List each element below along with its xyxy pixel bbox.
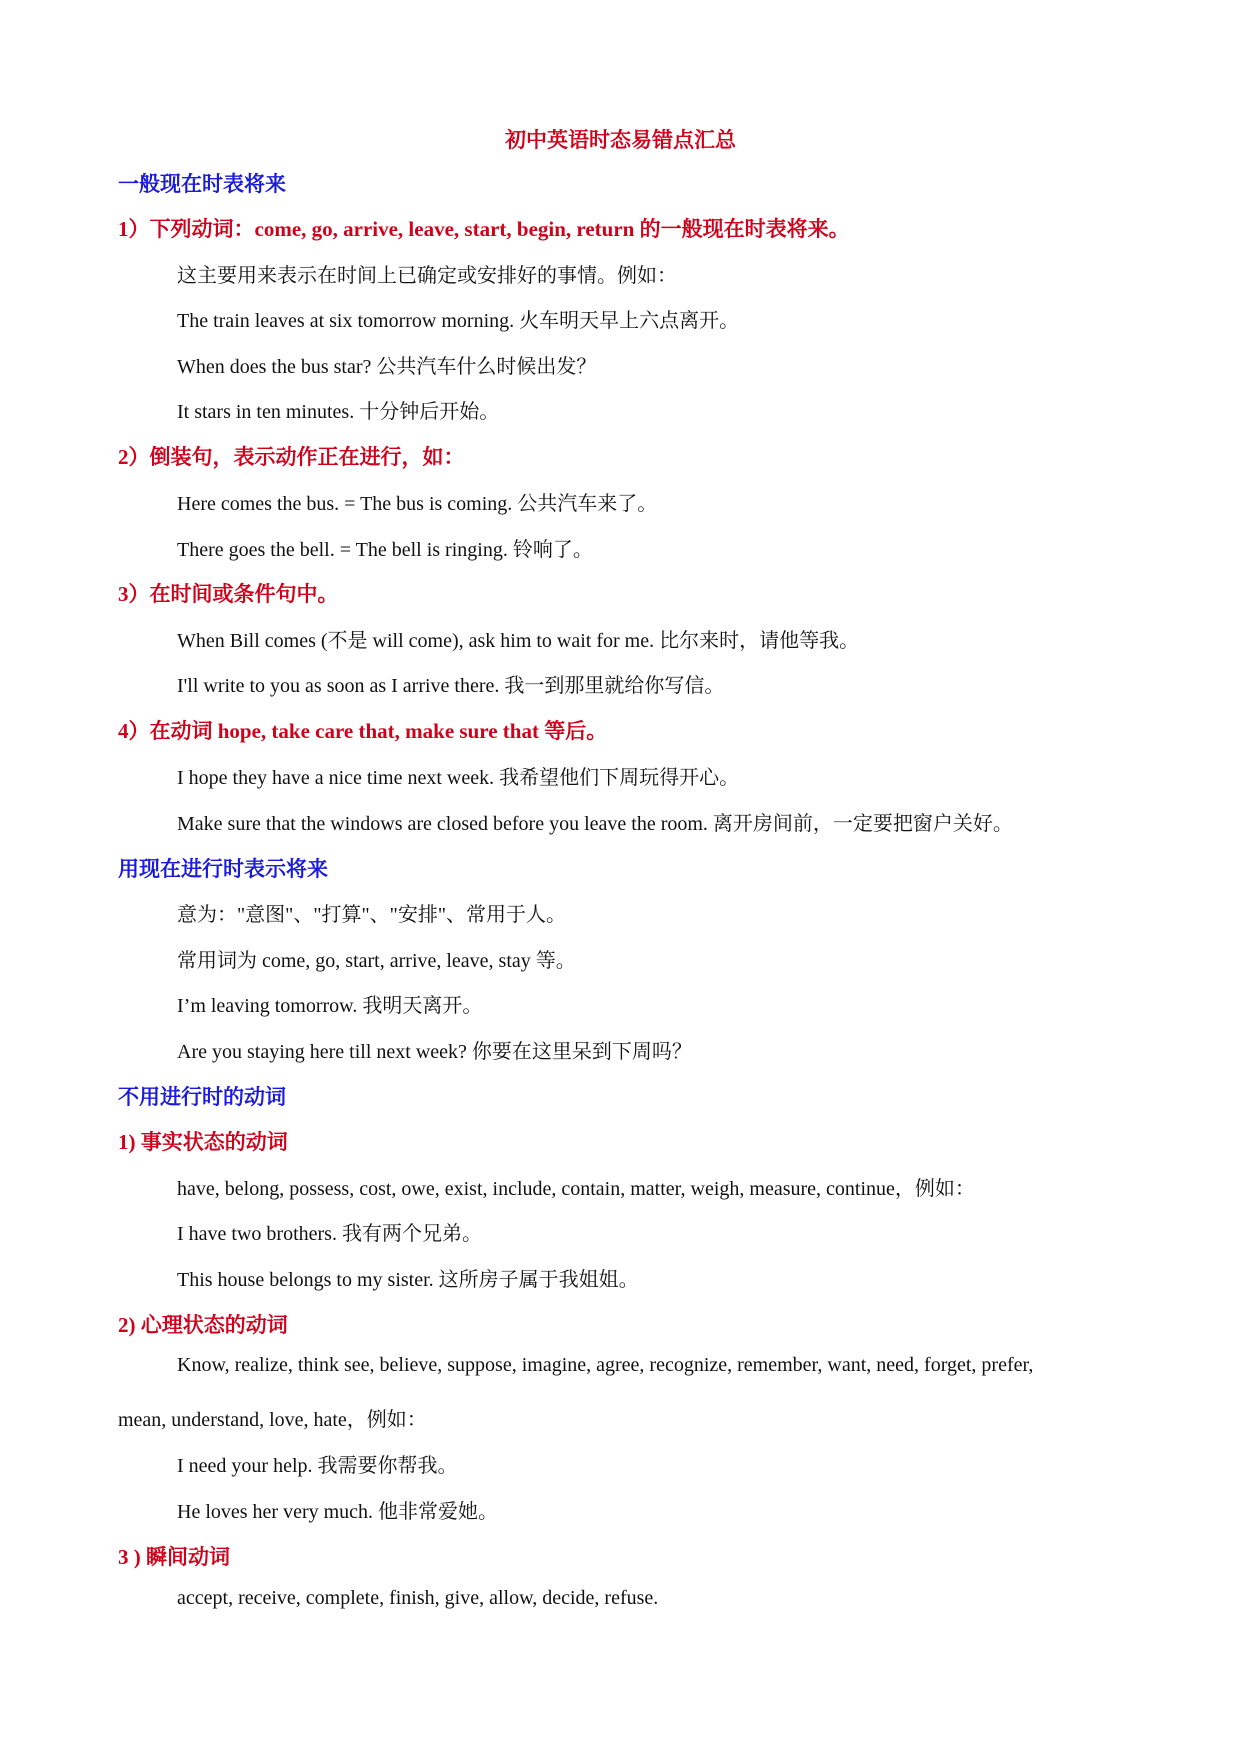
text-line: Are you staying here till next week? 你要在这里呆到下周吗？ <box>177 1041 692 1063</box>
section-heading: 不用进行时的动词 <box>118 1085 286 1109</box>
subsection-heading: 3）在时间或条件句中。 <box>118 582 339 606</box>
text-line: Know, realize, think see, believe, suppose, imagine, agree, recognize, remember, want, need, forget, prefer, <box>177 1354 1034 1376</box>
subsection-heading: 2) 心理状态的动词 <box>118 1313 288 1337</box>
text-line: I’m leaving tomorrow. 我明天离开。 <box>177 995 483 1017</box>
text-line: have, belong, possess, cost, owe, exist, include, contain, matter, weigh, measure, continue，例如： <box>177 1178 975 1200</box>
text-line: I need your help. 我需要你帮我。 <box>177 1455 458 1477</box>
text-line: accept, receive, complete, finish, give, allow, decide, refuse. <box>177 1587 659 1609</box>
subsection-heading: 1）下列动词：come, go, arrive, leave, start, begin, return 的一般现在时表将来。 <box>118 217 850 241</box>
subsection-heading: 3 ) 瞬间动词 <box>118 1545 230 1569</box>
subsection-heading: 4）在动词 hope, take care that, make sure that 等后。 <box>118 719 608 743</box>
text-line: The train leaves at six tomorrow morning. 火车明天早上六点离开。 <box>177 310 740 332</box>
text-line: I hope they have a nice time next week. 我希望他们下周玩得开心。 <box>177 767 740 789</box>
document-title: 初中英语时态易错点汇总 <box>505 128 736 152</box>
text-line: It stars in ten minutes. 十分钟后开始。 <box>177 401 500 423</box>
text-line: This house belongs to my sister. 这所房子属于我姐姐。 <box>177 1269 639 1291</box>
section-heading: 一般现在时表将来 <box>118 172 286 196</box>
text-line: Here comes the bus. = The bus is coming. 公共汽车来了。 <box>177 493 658 515</box>
subsection-heading: 2）倒装句，表示动作正在进行，如： <box>118 445 465 469</box>
text-line: mean, understand, love, hate，例如： <box>118 1409 427 1431</box>
text-line: I have two brothers. 我有两个兄弟。 <box>177 1223 482 1245</box>
text-line: I'll write to you as soon as I arrive there. 我一到那里就给你写信。 <box>177 675 725 697</box>
text-line: 意为："意图"、"打算"、"安排"、常用于人。 <box>177 904 566 926</box>
text-line: 常用词为 come, go, start, arrive, leave, stay 等。 <box>177 950 576 972</box>
text-line: There goes the bell. = The bell is ringing. 铃响了。 <box>177 539 593 561</box>
text-line: He loves her very much. 他非常爱她。 <box>177 1501 499 1523</box>
subsection-heading: 1) 事实状态的动词 <box>118 1130 288 1154</box>
text-line: When Bill comes (不是 will come), ask him to wait for me. 比尔来时，请他等我。 <box>177 630 860 652</box>
text-line: When does the bus star? 公共汽车什么时候出发？ <box>177 356 597 378</box>
text-line: Make sure that the windows are closed before you leave the room. 离开房间前，一定要把窗户关好。 <box>177 813 1013 835</box>
text-line: 这主要用来表示在时间上已确定或安排好的事情。例如： <box>177 265 677 287</box>
section-heading: 用现在进行时表示将来 <box>118 857 328 881</box>
